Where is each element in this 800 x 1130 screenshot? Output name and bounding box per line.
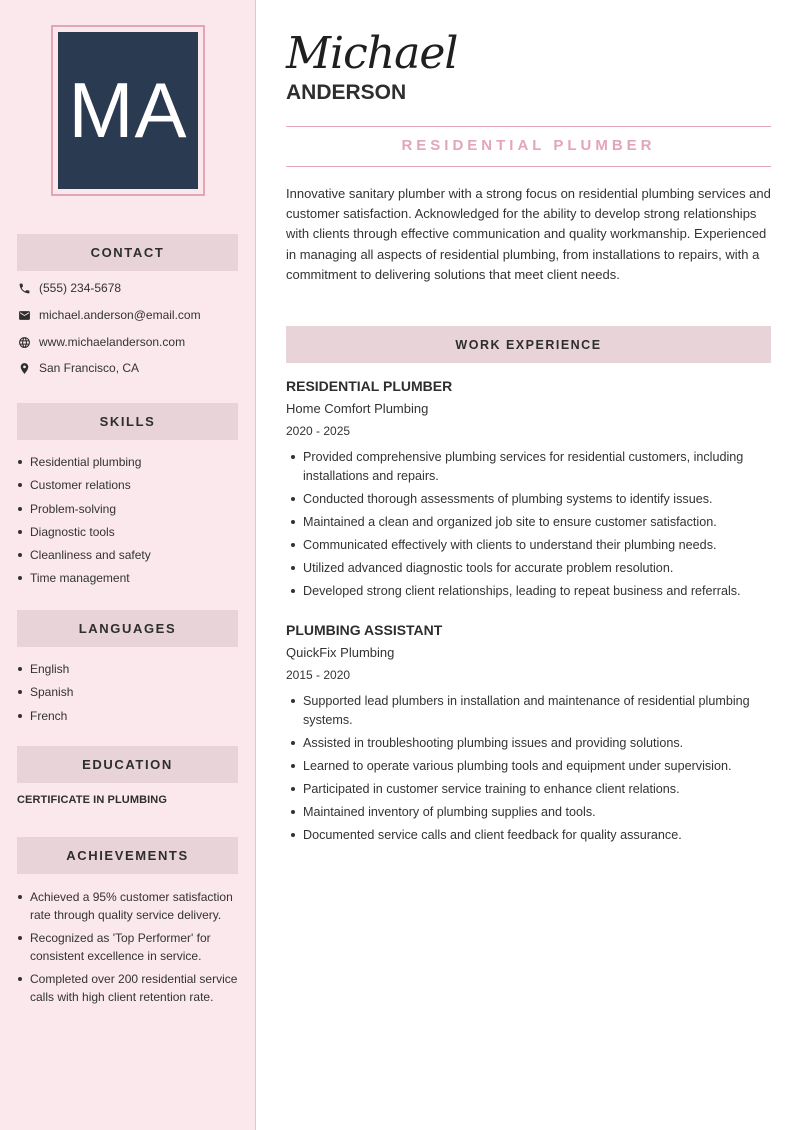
contact-email-text[interactable]: michael.anderson@email.com <box>39 308 201 322</box>
languages-heading: LANGUAGES <box>17 610 238 647</box>
education-heading: EDUCATION <box>17 746 238 783</box>
work-experience-heading: WORK EXPERIENCE <box>286 326 771 363</box>
job-dates: 2015 - 2020 <box>286 668 351 682</box>
contact-website[interactable] <box>17 333 185 351</box>
last-name: ANDERSON <box>286 81 407 104</box>
phone-icon <box>17 281 31 295</box>
list-item: Communicated effectively with clients to understand their plumbing needs. <box>286 536 771 555</box>
list-item: Diagnostic tools <box>17 523 242 541</box>
divider <box>286 126 771 127</box>
summary: Innovative sanitary plumber with a strong focus on residential plumbing services and customer satisfaction. Acknowledged for the ability to develop strong relationships with clients through effective communication and quality workmanship. Experienced in managing all aspects of residential plumbing, from installations to repairs, with a commitment to delivering solutions that meet client needs. <box>286 186 771 282</box>
divider <box>286 166 771 167</box>
list-item: Supported lead plumbers in installation and maintenance of residential plumbing systems. <box>286 692 771 729</box>
sidebar <box>0 0 256 1130</box>
skills-list <box>17 453 242 593</box>
contact-email[interactable] <box>17 306 201 324</box>
list-item: Spanish <box>17 683 242 701</box>
map-pin-icon <box>17 361 31 375</box>
list-item: Cleanliness and safety <box>17 546 242 564</box>
list-item: Residential plumbing <box>17 453 242 471</box>
job-company: Home Comfort Plumbing <box>286 401 429 416</box>
list-item: Learned to operate various plumbing tools and equipment under supervision. <box>286 757 771 776</box>
languages-list <box>17 660 242 730</box>
contact-location <box>17 359 139 377</box>
job-title: PLUMBING ASSISTANT <box>286 622 443 638</box>
monogram-frame <box>51 25 205 196</box>
achievements-list <box>17 888 239 1011</box>
list-item: Recognized as 'Top Performer' for consistent excellence in service. <box>17 929 239 965</box>
list-item: Provided comprehensive plumbing services for residential customers, including installations and repairs. <box>286 448 771 485</box>
job-bullets <box>286 692 771 849</box>
first-name: Michael <box>286 28 458 79</box>
envelope-icon <box>17 308 31 322</box>
role-title: RESIDENTIAL PLUMBER <box>401 137 656 154</box>
list-item: Participated in customer service training to enhance client relations. <box>286 780 771 799</box>
list-item: Maintained a clean and organized job site to ensure customer satisfaction. <box>286 513 771 532</box>
list-item: French <box>17 707 242 725</box>
job-company: QuickFix Plumbing <box>286 645 395 660</box>
monogram: MA <box>58 32 198 189</box>
list-item: Documented service calls and client feedback for quality assurance. <box>286 826 771 845</box>
list-item: Assisted in troubleshooting plumbing issues and providing solutions. <box>286 734 771 753</box>
list-item: Maintained inventory of plumbing supplies and tools. <box>286 803 771 822</box>
contact-heading: CONTACT <box>17 234 238 271</box>
list-item: Conducted thorough assessments of plumbing systems to identify issues. <box>286 490 771 509</box>
education-title: CERTIFICATE IN PLUMBING <box>17 794 167 806</box>
list-item: Utilized advanced diagnostic tools for accurate problem resolution. <box>286 559 771 578</box>
list-item: Customer relations <box>17 476 242 494</box>
contact-phone-text: (555) 234-5678 <box>39 281 122 295</box>
list-item: Time management <box>17 569 242 587</box>
contact-phone <box>17 279 121 297</box>
list-item: Completed over 200 residential service calls with high client retention rate. <box>17 970 239 1006</box>
skills-heading: SKILLS <box>17 403 238 440</box>
list-item: English <box>17 660 242 678</box>
contact-website-text[interactable]: www.michaelanderson.com <box>39 335 186 349</box>
job-dates: 2020 - 2025 <box>286 424 351 438</box>
job-title: RESIDENTIAL PLUMBER <box>286 378 453 394</box>
achievements-heading: ACHIEVEMENTS <box>17 837 238 874</box>
contact-location-text: San Francisco, CA <box>39 361 140 375</box>
job-bullets <box>286 448 771 605</box>
list-item: Developed strong client relationships, leading to repeat business and referrals. <box>286 582 771 601</box>
list-item: Problem-solving <box>17 500 242 518</box>
globe-icon <box>17 335 31 349</box>
list-item: Achieved a 95% customer satisfaction rate through quality service delivery. <box>17 888 239 924</box>
